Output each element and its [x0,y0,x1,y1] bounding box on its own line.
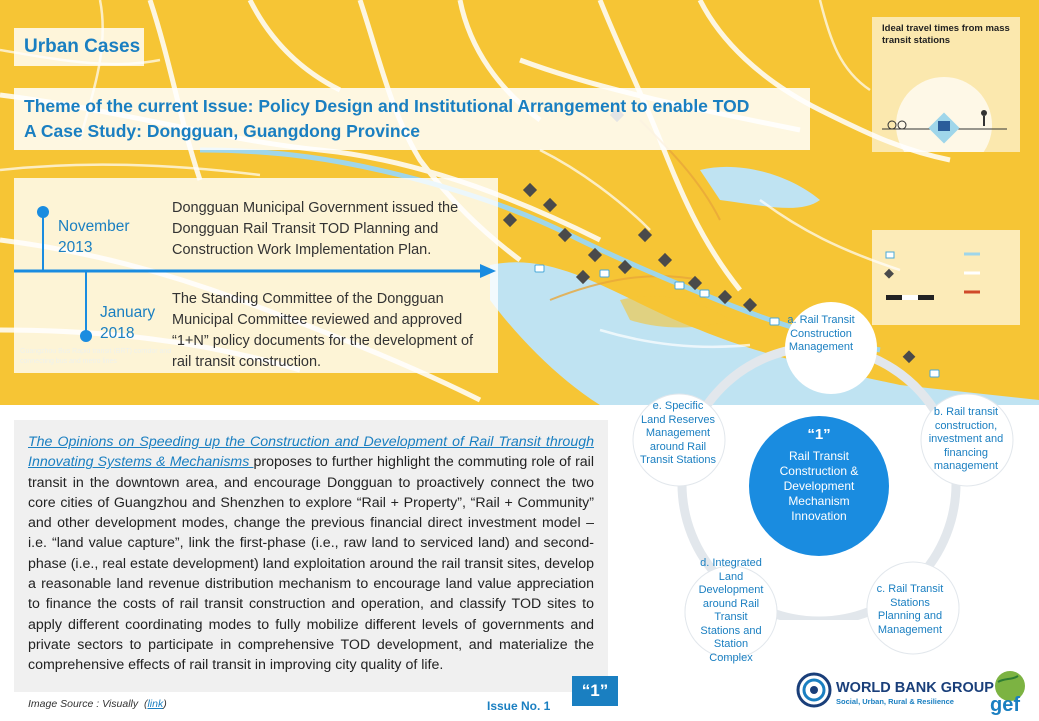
issue-number: Issue No. 1 [487,699,551,713]
timeline-date-2 [100,302,155,344]
diagram-label-d: d. Integrated Land Development around Rail Transit Stations and Station Complex [698,557,764,664]
body-paragraph [14,420,608,692]
image-source-label: Image Source : Visually ( [28,698,148,710]
timeline-year-1: 2013 [58,239,93,256]
timeline-month-1: November [58,218,130,235]
travel-icons [872,17,1020,152]
gef-text: gef [990,694,1020,716]
timeline-year-2: 2018 [100,325,135,342]
issue-badge: “1” [572,676,618,706]
center-text: Rail Transit Construction & Development Mechanism Innovation [779,449,859,523]
theme-title: Theme of the current Issue: Policy Design and Institutional Arrangement to enable TOD [24,96,750,116]
ideal-travel-title: Ideal travel times from mass transit stations [882,23,1010,46]
body-text: proposes to further highlight the commuting role of rail transit in the downtown area, and encourage Dongguan to proactively connect the two core cities of Guangzhou and Shenzhen to explore “Rail + Property”, “Rail + Community” and other development modes, change the previous financial direct investment model – i.e. “land value capture”, link the first-phase (i.e., raw land to serviced land) and second-phase (i.e., real estate development) land exploitation around the rail transit sites, develop a reasonable land revenue distribution mechanism to encourage land value appreciation to finance the costs of rail transit construction and operation, and classify TOD sites to apply different coordinating modes to fully mobilize different levels of governments and private sectors to participate in comprehensive TOD development, and materialize the comprehensive effects of rail transit in improving city quality of life. [28,454,594,674]
image-source [28,698,167,710]
image-source-link[interactable]: link [147,698,164,710]
timeline-text-2: The Standing Committee of the Dongguan Municipal Committee reviewed and approved “1+N” policy documents for the development of rail transit construction. [172,291,474,370]
gef-logo [986,668,1034,716]
diagram-center [749,416,889,556]
world-bank-globe-icon [796,672,832,708]
world-bank-name: WORLD BANK GROUP [836,680,994,696]
ideal-travel-legend [872,17,1020,152]
timeline-month-2: January [100,304,156,321]
diagram-label-e: e. Specific Land Reserves Management around Rail Transit Stations [640,400,717,466]
timeline-panel [14,178,498,373]
diagram-label-a: a. Rail Transit Construction Management [787,314,855,353]
issue-theme [14,88,810,150]
center-quote: “1” [807,426,831,443]
world-bank-logo [796,672,994,713]
theme-subtitle: A Case Study: Dongguan, Guangdong Province [24,121,421,141]
world-bank-sub: Social, Urban, Rural & Resilience [836,697,954,706]
diagram-label-b: b. Rail transit construction, investment and financing management [928,406,1004,472]
section-tag: Urban Cases [14,28,144,66]
timeline-text-1: Dongguan Municipal Government issued the Dongguan Rail Transit TOD Planning and Construction Work Implementation Plan. [172,200,459,258]
timeline-date-1 [58,216,130,258]
policy-link-text: The Opinions on Speeding up the Construction and Development of Rail Transit through Innovating Systems & Mechanisms [28,434,594,471]
image-source-close: ) [163,698,167,710]
diagram-label-c: c. Rail Transit Stations Planning and Management [876,583,944,636]
